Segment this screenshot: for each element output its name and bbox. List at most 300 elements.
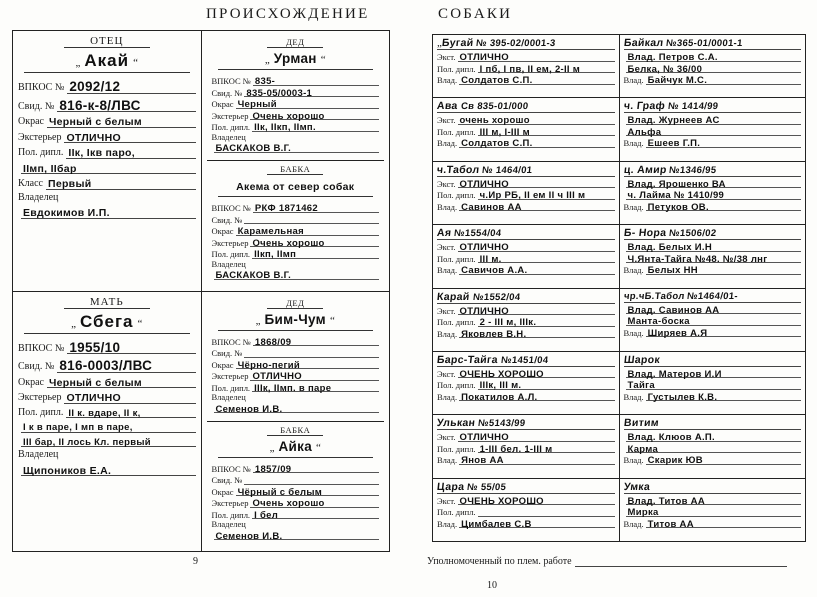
father-name: Акай [84,51,130,70]
ancestor-ekst-line [624,304,802,315]
grandfather-dipl: IIк, IIкп, IIмп. [254,122,316,133]
ancestor-cell [433,162,620,224]
table-row [433,35,805,98]
grandfather-mother-side-cell [207,295,385,422]
table-row [433,479,805,541]
ancestor-ekst-line [624,368,802,379]
ancestor-name-line [624,354,802,367]
ancestor-vlad-line [624,454,802,465]
vpkos-label: ВПКОС № [211,463,251,474]
grandfather-m-okras: Чёрно-пегий [237,359,301,371]
ancestor-vlad: Савинов АА [461,201,522,213]
grandfather-m-vpkos-line [212,336,380,347]
ekst-label: Экст. [437,242,456,253]
table-row [433,162,805,225]
quote-mark-10: “ [316,441,321,454]
ancestor-vlad-line [437,74,615,85]
ancestor-vlad: Солдатов С.П. [461,138,533,150]
ancestor-extra: Белка, № 36/00 [627,63,703,75]
ancestor-cell [620,162,806,224]
ancestor-name: Витим [622,417,660,430]
grandmother-m-svid-line [212,474,380,485]
ekst-label: Экст. [437,305,456,316]
father-caption: ОТЕЦ [64,35,150,48]
page-title-right: СОБАКИ [438,6,513,22]
table-row [433,225,805,288]
ancestor-ekst-line [624,495,802,506]
vladelec-label: Владелец [18,191,59,203]
ancestor-name: Улькан [436,417,476,430]
grandmother-m-dipl: I бел [254,509,279,521]
ancestor-ekst-line [437,305,615,316]
grandmother-f-vladelec-line [212,269,380,280]
vpkos-label: ВПКОС № [211,76,251,86]
grandmother-f-exterier: Очень хорошо [252,237,325,249]
ancestor-name-line [437,291,615,304]
ancestor-ekst-line [437,368,615,379]
ancestor-ekst-line [437,178,615,189]
ancestor-name-line [624,164,802,177]
grandmother-f-svid-line [212,214,380,225]
svid-label: Свид. № [18,361,55,372]
ancestor-name-line [624,481,802,494]
vlad-label: Влад. [623,201,644,212]
quote-mark: „ [437,37,442,49]
pol-dipl-label: Пол. дипл. [211,509,251,520]
ancestor-ekst-line [437,51,615,62]
ancestor-dipl-line [624,315,802,326]
ancestor-vlad-line [624,391,802,402]
father-klass: Первый [47,178,92,190]
ancestor-name-line [437,164,615,177]
ancestor-vlad: Цимбалев С.В [461,518,532,530]
ancestor-name-line [437,227,615,240]
pol-dipl-label: Пол. дипл. [211,382,251,393]
grandfather-svid: 835-05/0003-1 [246,87,313,99]
father-klass-line [18,177,196,190]
mother-dipl-2: I к в паре, I мп в паре, [23,422,133,433]
ancestor-dipl: Мирка [627,507,659,519]
ancestor-number: №1554/04 [453,228,503,240]
ancestor-dipl-line [624,443,802,454]
ancestor-dipl-line [437,316,615,327]
mother-vpkos: 1955/10 [69,339,121,355]
ancestor-ekst: Влад. Журнеев АС [627,115,720,127]
ancestor-number: №1346/95 [668,164,718,176]
grandmother-f-vpkos-line [212,202,380,213]
ancestor-ekst-line [624,114,802,125]
svid-label: Свид. № [211,475,243,486]
ekst-label: Экст. [437,52,456,62]
grandfather-m-okras-line [212,359,380,370]
vlad-label: Влад. [623,327,644,338]
vlad-label: Влад. [437,265,458,276]
ancestor-ekst: Влад. Клюов А.П. [627,432,715,444]
ancestor-vlad: Густылев К.В. [647,391,718,403]
ancestor-vlad: Белых НН [647,265,698,277]
ancestor-vlad: Ширяев А.Я [647,327,708,339]
mother-vladelec-label-line [18,450,196,461]
mother-okras-line [18,376,196,389]
ancestor-extra-line [624,126,802,137]
quote-mark-3: „ [264,54,270,66]
vlad-label: Влад. [623,391,644,402]
father-dipl-line-1 [18,146,196,159]
grandfather-vladelec-label-line [212,133,380,142]
grandmother-m-dipl-line [212,509,380,520]
father-dipl-2: IIмп, IIбар [23,162,77,175]
vlad-label: Влад. [437,75,458,85]
ancestor-number: № 1464/01 [481,164,534,176]
ancestor-cell [620,225,806,287]
grandmother-m-exterier-line [212,497,380,508]
ancestor-cell [433,289,620,351]
grandfather-exterier-line [212,110,380,121]
vpkos-label: ВПКОС № [211,203,251,214]
grandmother-m-vladelec-label-line [212,520,380,529]
ancestor-name: Байкал [622,37,664,49]
ancestor-cell [620,415,806,477]
ancestor-name-line [437,37,615,50]
page-title-left: ПРОИСХОЖДЕНИЕ [206,6,370,22]
vlad-label: Влад. [623,138,644,149]
quote-mark-4: “ [320,54,326,66]
father-dipl-line-2 [18,162,196,175]
grandmother-f-vladelec-label-line [212,260,380,269]
grandfather-m-exterier: ОТЛИЧНО [252,371,302,382]
ekst-label: Экст. [437,368,456,379]
ancestor-dipl: IIIк, III м. [479,380,522,392]
ancestor-dipl-line [624,189,802,200]
mother-exterier: ОТЛИЧНО [66,392,121,404]
grandmother-f-okras-line [212,225,380,236]
ancestor-ekst: ОТЛИЧНО [459,305,509,317]
ancestor-name: Барс-Тайга [436,353,499,366]
ancestor-number: № 55/05 [466,481,508,493]
mother-svid-line [18,357,196,373]
vlad-label: Влад. [437,138,458,149]
ancestor-dipl-line [437,443,615,454]
ancestor-ekst: ОТЛИЧНО [459,242,509,254]
ancestor-ekst-line [437,495,615,506]
mother-vpkos-line [18,339,196,355]
ancestor-vlad-line [624,518,802,529]
ancestor-ekst: ОТЛИЧНО [459,178,509,190]
vlad-label: Влад. [437,328,458,339]
vlad-label: Влад. [437,455,458,466]
ancestor-name: Ая [436,227,452,240]
pol-dipl-label: Пол. дипл. [18,406,64,418]
ancestor-vlad-line [624,201,802,212]
ancestor-name-line [437,417,615,430]
ancestor-name: ч. Граф [622,100,666,113]
ancestor-vlad-line [437,391,615,402]
father-dipl-1: IIк, Iкв паро, [68,147,135,159]
ancestor-cell [433,352,620,414]
quote-mark-7: „ [255,314,261,327]
grandmother-f-name: Акема от север собак [236,181,355,194]
mother-dipl-line-3 [18,436,196,448]
ancestors-table-right [432,34,806,542]
ancestor-ekst: Влад. Белых И.Н [627,242,712,254]
ancestor-name-line [624,417,802,430]
vpkos-label: ВПКОС № [18,342,65,354]
grandmother-caption: БАБКА [267,164,323,175]
grandfather-m-name-box [218,311,374,331]
ancestor-name: Б- Нора [622,227,667,240]
ancestor-ekst: Влад. Титов АА [627,495,706,507]
ancestor-dipl [478,507,480,518]
ancestor-vlad-line [624,327,802,338]
ancestor-name: Умка [622,480,651,493]
quote-mark-2: “ [133,57,138,69]
father-vladelec-label-line [18,193,196,204]
grandmother-m-svid [244,475,246,486]
ancestor-name-line [624,227,802,240]
exterier-label: Экстерьер [211,110,249,121]
grandfather-m-vladelec: Семенов И.В. [215,403,283,415]
okras-label: Окрас [211,486,234,497]
ancestor-name-line [624,100,802,113]
ancestor-name: Ава [436,100,459,113]
ancestor-vlad-line [437,264,615,275]
ancestor-name-line [624,291,802,303]
ancestor-ekst-line [437,241,615,252]
grandfather-dipl-line [212,121,380,132]
father-row [13,31,389,292]
pol-dipl-label: Пол. дипл. [18,147,64,158]
ancestor-dipl: Манта-боска [627,316,690,327]
vladelec-label: Владелец [211,258,246,269]
pol-dipl-label: Пол. дипл. [437,443,476,454]
ancestor-ekst-line [624,178,802,189]
grandmother-m-okras-line [212,486,380,497]
ancestor-ekst: ОТЛИЧНО [459,52,509,63]
ekst-label: Экст. [437,495,456,506]
ancestor-number: №1451/04 [500,354,549,366]
vlad-label: Влад. [437,391,458,402]
ancestor-ekst-line [437,114,615,125]
mother-exterier-line [18,391,196,404]
ancestor-vlad-line [437,454,615,465]
ancestor-dipl: III м. [479,253,502,265]
mother-okras: Черный с белым [48,376,142,389]
mother-svid: 816-0003/ЛВС [59,358,153,373]
ancestor-vlad-line [437,518,615,529]
ancestor-dipl-line [437,126,615,137]
grandfather-svid-line [212,87,380,98]
ancestor-ekst-line [624,241,802,252]
vladelec-label: Владелец [211,392,246,402]
ancestor-cell [620,35,806,97]
grandfather-m-vladelec-line [212,403,380,414]
mother-vladelec-line [18,464,196,477]
ancestor-cell [620,352,806,414]
grandmother-f-svid [244,215,246,226]
table-row [433,289,805,352]
vladelec-label: Владелец [211,131,246,142]
grandfather-m-dipl-line [212,382,380,393]
ancestor-ekst: Влад. Ярошенко ВА [627,178,726,190]
quote-mark-5: „ [71,317,76,330]
table-row [433,415,805,478]
grandmother-m-okras: Чёрный с белым [237,486,323,498]
ancestor-cell [620,289,806,351]
ancestor-dipl-line [624,51,802,62]
pol-dipl-label: Пол. дипл. [211,249,251,260]
grandfather-m-name: Бим-Чум [264,311,326,327]
vladelec-label: Владелец [211,519,246,530]
okras-label: Окрас [18,376,44,388]
vlad-label: Влад. [623,75,644,85]
ancestor-dipl-line [437,506,615,517]
father-okras-line [18,115,196,128]
grandfather-okras-line [212,98,380,109]
ancestor-dipl: Влад. Петров С.А. [627,52,718,63]
ancestor-name: ц. Амир [622,163,667,176]
ancestor-name: Карай [436,290,471,303]
quote-mark-6: “ [137,317,143,330]
okras-label: Окрас [211,99,234,109]
svid-label: Свид. № [18,100,55,112]
vlad-label: Влад. [623,518,644,529]
ancestor-vlad-line [624,74,802,85]
mother-dipl-3: III бар, II лось Кл. первый [23,436,151,448]
ancestor-cell [433,479,620,541]
okras-label: Окрас [18,116,44,127]
grandfather-caption: ДЕД [267,37,323,48]
ancestor-ekst-line [437,431,615,442]
ancestor-cell [620,479,806,541]
ekst-label: Экст. [437,432,456,443]
ancestor-dipl: 1-III бел. 1-III м [479,443,553,455]
mother-cell [13,292,202,552]
ancestor-vlad: Байчук М.С. [647,75,708,86]
quote-mark-9: „ [269,441,275,454]
grandfather-m-dipl: IIIк, IIмп. в паре [254,382,332,394]
ancestor-cell [433,415,620,477]
ancestor-ekst: Влад. Матеров И.И [627,368,722,380]
ancestor-number: №1506/02 [668,228,717,240]
ancestor-ekst-line [624,431,802,442]
exterier-label: Экстерьер [211,237,249,248]
okras-label: Окрас [211,226,234,237]
grandfather-m-caption: ДЕД [267,298,323,309]
exterier-label: Экстерьер [18,131,62,143]
exterier-label: Экстерьер [211,371,249,381]
authorized-label: Уполномоченный по плем. работе [427,556,572,567]
ancestor-cell [620,98,806,160]
ekst-label: Экст. [437,115,456,126]
ancestor-dipl-line [437,379,615,390]
grandmother-f-exterier-line [212,237,380,248]
grandmother-m-name-box [218,438,374,458]
ancestor-vlad: Янов АА [461,455,504,467]
father-okras: Черный с белым [48,116,142,128]
page-number-right: 10 [487,580,497,591]
pol-dipl-label: Пол. дипл. [437,507,476,518]
mother-name-box [24,312,190,334]
ancestor-ekst: очень хорошо [459,115,530,127]
vlad-label: Влад. [437,518,458,529]
ancestor-dipl: 2 - III м, IIIк. [479,317,537,328]
ancestor-name-line [437,354,615,367]
ancestor-number: №1552/04 [472,291,521,303]
ancestor-name: Цара [436,480,465,493]
grandmother-f-vpkos: РКФ 1871462 [254,203,318,215]
grandmother-f-okras: Карамельная [237,226,304,238]
mother-name: Сбега [79,311,134,331]
ancestor-dipl-line [624,379,802,390]
ancestor-dipl-line [624,253,802,264]
ancestor-dipl-line [624,506,802,517]
ancestor-number: №365-01/0001-1 [665,38,744,49]
ancestor-vlad-line [624,137,802,148]
grandfather-vladelec-line [212,142,380,153]
grandfather-m-vladelec-label-line [212,393,380,402]
vlad-label: Влад. [623,455,644,466]
father-exterier-line [18,131,196,144]
quote-mark-8: “ [329,314,335,327]
svid-label: Свид. № [211,214,243,225]
ancestor-ekst: Влад. Савинов АА [627,304,720,316]
ancestor-vlad: Петуков ОВ. [647,201,709,213]
vpkos-label: ВПКОС № [18,82,65,93]
table-row [433,98,805,161]
father-vpkos-line [18,78,196,94]
father-vladelec: Евдокимов И.П. [23,207,110,219]
father-name-box [24,51,190,73]
pol-dipl-label: Пол. дипл. [437,380,476,391]
father-parents-cell [202,31,390,291]
ekst-label: Экст. [437,178,456,189]
ancestor-vlad-line [437,137,615,148]
ancestor-vlad: Савичов А.А. [461,265,528,277]
ancestor-dipl-line [437,253,615,264]
grandmother-f-vladelec: БАСКАКОВ В.Г. [215,270,292,282]
grandfather-m-vpkos: 1868/09 [254,336,292,348]
grandmother-m-exterier: Очень хорошо [252,498,325,510]
ancestor-name: Бугай [441,37,474,49]
ancestor-dipl: ч.Ир РБ, II ем II ч III м [479,190,586,202]
mother-row [13,292,389,552]
ancestor-ekst: ОЧЕНЬ ХОРОШО [459,495,544,507]
grandfather-vpkos-line [212,75,380,86]
father-svid: 816-к-8/ЛВС [59,97,141,113]
ancestor-dipl: Ч.Янта-Тайга №48. №/38 лнг [627,253,768,265]
ancestor-dipl-line [437,189,615,200]
quote-mark: „ [75,57,81,69]
grandmother-father-side-cell [207,161,385,287]
pol-dipl-label: Пол. дипл. [437,63,476,74]
pedigree-table-left [12,30,390,552]
ancestor-name: ч.Табол [436,163,481,176]
father-svid-line [18,97,196,113]
ancestor-vlad-line [437,328,615,339]
grandmother-m-vpkos-line [212,463,380,474]
father-vladelec-line [18,206,196,219]
grandmother-mother-side-cell [207,422,385,548]
pol-dipl-label: Пол. дипл. [211,122,251,132]
ancestor-name: Шарок [622,353,661,366]
exterier-label: Экстерьер [18,392,62,403]
ancestor-dipl: Карма [627,443,659,455]
ancestor-vlad: Ешеев Г.П. [647,138,701,150]
ancestor-number: №5143/99 [477,418,527,430]
mother-dipl-line-1 [18,407,196,419]
mother-dipl-1: II к. вдаре, II к, [68,407,141,419]
father-exterier: ОТЛИЧНО [66,131,121,144]
